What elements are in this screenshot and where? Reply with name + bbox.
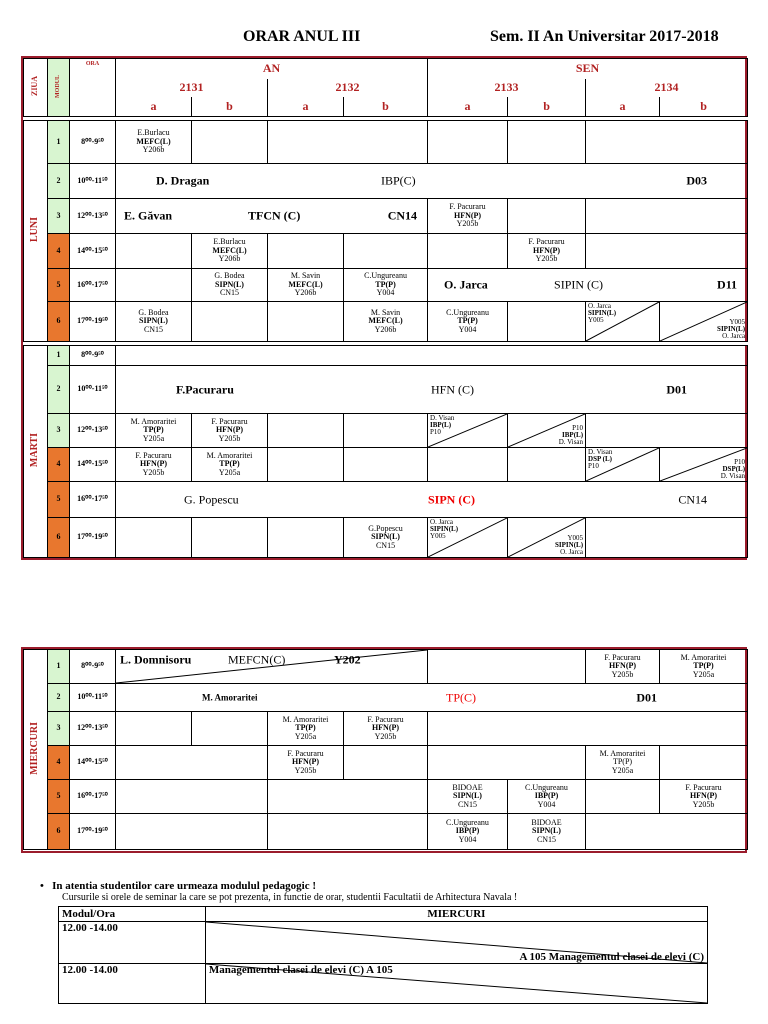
class-cell: M. Amoraritei TP(P) Y205a xyxy=(268,712,344,746)
modul-6: 6 xyxy=(48,814,70,850)
course-row: E. Găvan TFCN (C) CN14 xyxy=(116,199,428,234)
modul-4: 4 xyxy=(48,746,70,780)
course-row: L. Domnisoru MEFCN(C) Y202 xyxy=(116,650,428,684)
bullet-icon: • xyxy=(40,880,53,892)
class-cell: M. Savin MEFC(L) Y206b xyxy=(268,269,344,302)
modul-5: 5 xyxy=(48,780,70,814)
course-row: G. Popescu SIPN (C) CN14 xyxy=(116,482,748,518)
class-cell: F. Pacuraru HFN(P) Y205b xyxy=(508,234,586,269)
ziua-header: ZIUA xyxy=(30,76,40,97)
course-row: D. Dragan IBP(C) D03 xyxy=(116,164,748,199)
group-an: AN xyxy=(116,59,428,79)
split-cell: O. Jarca SIPIN(L) Y005 xyxy=(586,302,660,342)
class-cell: C.Ungureanu TP(P) Y004 xyxy=(344,269,428,302)
course-cell: Managementul clasei de elevi (C) A 105 xyxy=(205,964,707,1004)
time-cell: 12.00 -14.00 xyxy=(59,964,206,1004)
split-cell: P10 IBP(L) D. Visan xyxy=(508,414,586,448)
split-cell: Y005 SIPIN(L) O. Jarca xyxy=(508,518,586,558)
schedule-table-1 xyxy=(21,56,747,560)
class-cell: C.Ungureanu IBP(P) Y004 xyxy=(428,814,508,850)
notes-subtext: Cursurile si orele de seminar la care se pot prezenta, in functie de orar, studentii Facultatii de Arhitectura Navala ! xyxy=(62,892,518,903)
course-row: M. Amoraritei TP(C) D01 xyxy=(116,684,748,712)
sub-b: b xyxy=(660,97,748,117)
time-slot: 10⁰⁰-11⁵⁰ xyxy=(70,164,116,199)
class-cell: F. Pacuraru HFN(P) Y205b xyxy=(586,650,660,684)
class-cell: G. Bodea SIPN(L) CN15 xyxy=(116,302,192,342)
time-slot: 16⁰⁰-17⁵⁰ xyxy=(70,780,116,814)
course-cell: A 105 Managementul clasei de elevi (C) xyxy=(205,922,707,964)
class-cell: F. Pacuraru HFN(P) Y205b xyxy=(192,414,268,448)
class-cell: F. Pacuraru HFN(P) Y205b xyxy=(344,712,428,746)
sub-a: a xyxy=(268,97,344,117)
class-cell: M. Amoraritei TP(P) Y205a xyxy=(660,650,748,684)
ora-header: ORA xyxy=(85,61,100,67)
notes-section xyxy=(40,880,517,903)
schedule-table-2 xyxy=(21,647,747,853)
time-slot: 10⁰⁰-11⁵⁰ xyxy=(70,684,116,712)
split-cell: D. Visan IBP(L) P10 xyxy=(428,414,508,448)
time-slot: 16⁰⁰-17⁵⁰ xyxy=(70,482,116,518)
group-2133: 2133 xyxy=(428,79,586,97)
time-slot: 12⁰⁰-13⁵⁰ xyxy=(70,712,116,746)
time-slot: 8⁰⁰-9⁵⁰ xyxy=(70,346,116,366)
course-row: O. Jarca SIPIN (C) D11 xyxy=(428,269,748,302)
split-cell: D. Visan DSP (L) P10 xyxy=(586,448,660,482)
modul-3: 3 xyxy=(48,414,70,448)
modul-header: MODUL xyxy=(55,74,62,98)
time-slot: 10⁰⁰-11⁵⁰ xyxy=(70,366,116,414)
modul-3: 3 xyxy=(48,712,70,746)
class-cell: F. Pacuraru HFN(P) Y205b xyxy=(116,448,192,482)
semester-label: Sem. II An Universitar 2017-2018 xyxy=(490,28,719,45)
class-cell: M. Savin MEFC(L) Y206b xyxy=(344,302,428,342)
modul-5: 5 xyxy=(48,482,70,518)
time-cell: 12.00 -14.00 xyxy=(59,922,206,964)
time-slot: 17⁰⁰-19⁵⁰ xyxy=(70,814,116,850)
modul-2: 2 xyxy=(48,164,70,199)
modul-1: 1 xyxy=(48,121,70,164)
time-slot: 17⁰⁰-19⁵⁰ xyxy=(70,302,116,342)
time-slot: 8⁰⁰-9⁵⁰ xyxy=(70,650,116,684)
day-marti: MARTI xyxy=(29,433,41,468)
time-slot: 17⁰⁰-19⁵⁰ xyxy=(70,518,116,558)
class-cell: M. Amoraritei TP(P) Y205a xyxy=(116,414,192,448)
notes-heading: In atentia studentilor care urmeaza modulul pedagogic ! xyxy=(52,880,317,892)
time-slot: 16⁰⁰-17⁵⁰ xyxy=(70,269,116,302)
class-cell: BIDOAE SIPN(L) CN15 xyxy=(428,780,508,814)
sub-a: a xyxy=(428,97,508,117)
modul-5: 5 xyxy=(48,269,70,302)
modul-4: 4 xyxy=(48,234,70,269)
sub-a: a xyxy=(586,97,660,117)
modul-1: 1 xyxy=(48,346,70,366)
time-slot: 14⁰⁰-15⁵⁰ xyxy=(70,234,116,269)
day-miercuri: MIERCURI xyxy=(29,721,41,775)
split-cell: Y005 SIPIN(L) O. Jarca xyxy=(660,302,748,342)
modul-6: 6 xyxy=(48,302,70,342)
group-2134: 2134 xyxy=(586,79,748,97)
class-cell: M. Amoraritei TP(P) Y205a xyxy=(192,448,268,482)
class-cell: M. Amoraritei TP(P) Y205a xyxy=(586,746,660,780)
col-miercuri: MIERCURI xyxy=(205,907,707,922)
modul-6: 6 xyxy=(48,518,70,558)
time-slot: 12⁰⁰-13⁵⁰ xyxy=(70,199,116,234)
class-cell: C.Ungureanu TP(P) Y004 xyxy=(428,302,508,342)
page-title: ORAR ANUL III xyxy=(243,28,361,45)
col-modul-ora: Modul/Ora xyxy=(59,907,206,922)
group-sen: SEN xyxy=(428,59,748,79)
split-cell: O. Jarca SIPIN(L) Y005 xyxy=(428,518,508,558)
modul-2: 2 xyxy=(48,684,70,712)
class-cell: F. Pacuraru HFN(P) Y205b xyxy=(428,199,508,234)
class-cell: G.Popescu SIPN(L) CN15 xyxy=(344,518,428,558)
group-2131: 2131 xyxy=(116,79,268,97)
pedagogic-table xyxy=(58,906,708,1004)
course-row: F.Pacuraru HFN (C) D01 xyxy=(116,366,748,414)
group-2132: 2132 xyxy=(268,79,428,97)
class-cell: BIDOAE SIPN(L) CN15 xyxy=(508,814,586,850)
time-slot: 14⁰⁰-15⁵⁰ xyxy=(70,448,116,482)
class-cell: E.Burlacu MEFC(L) Y206b xyxy=(116,121,192,164)
modul-2: 2 xyxy=(48,366,70,414)
class-cell: F. Pacuraru HFN(P) Y205b xyxy=(660,780,748,814)
day-luni: LUNI xyxy=(29,217,41,243)
sub-b: b xyxy=(508,97,586,117)
modul-3: 3 xyxy=(48,199,70,234)
class-cell: E.Burlacu MEFC(L) Y206b xyxy=(192,234,268,269)
sub-b: b xyxy=(344,97,428,117)
sub-a: a xyxy=(116,97,192,117)
split-cell: P10 DSP(L) D. Visan xyxy=(660,448,748,482)
modul-4: 4 xyxy=(48,448,70,482)
time-slot: 12⁰⁰-13⁵⁰ xyxy=(70,414,116,448)
modul-1: 1 xyxy=(48,650,70,684)
sub-b: b xyxy=(192,97,268,117)
class-cell: G. Bodea SIPN(L) CN15 xyxy=(192,269,268,302)
class-cell: F. Pacuraru HFN(P) Y205b xyxy=(268,746,344,780)
time-slot: 8⁰⁰-9⁵⁰ xyxy=(70,121,116,164)
time-slot: 14⁰⁰-15⁵⁰ xyxy=(70,746,116,780)
class-cell: C.Ungureanu IBP(P) Y004 xyxy=(508,780,586,814)
